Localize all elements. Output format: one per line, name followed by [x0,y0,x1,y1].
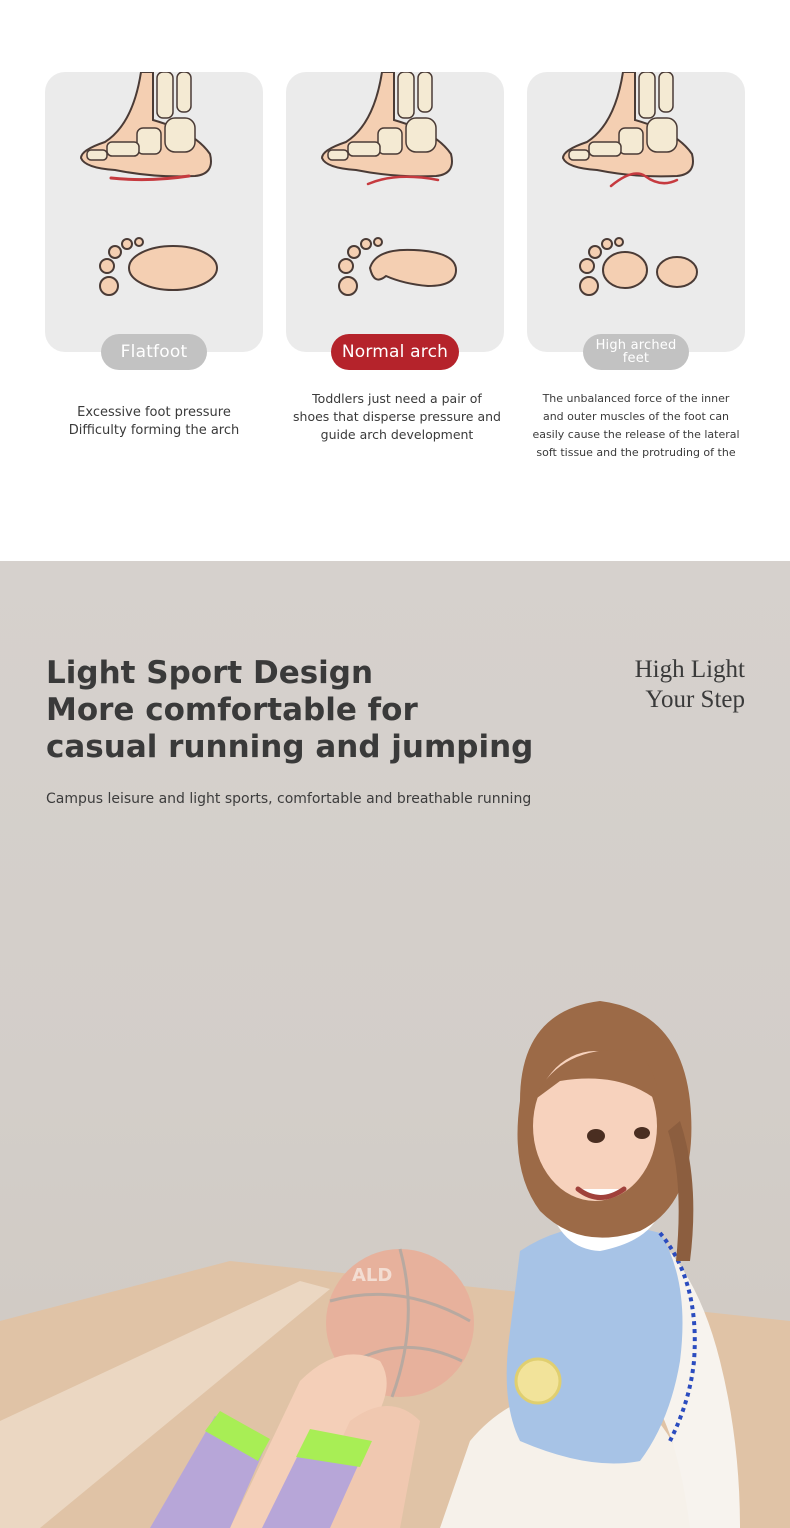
hero-tagline: High Light Your Step [634,656,745,713]
high-arch-description: The unbalanced force of the inner and outer muscles of the foot can easily cause the release of the lateral soft tissue and the protruding of the [532,392,740,459]
footprint-icon [339,238,456,295]
normal-arch-card [286,72,504,352]
flatfoot-illustration [45,72,263,352]
flatfoot-card [45,72,263,352]
flatfoot-label: Flatfoot [120,342,188,362]
flatfoot-description: Excessive foot pressure Difficulty forming the arch [68,405,240,438]
foot-side-icon [322,72,452,176]
foot-side-icon [81,72,211,176]
normal-arch-illustration [286,72,504,352]
arch-comparison-section [0,0,790,561]
normal-arch-label: Normal arch [341,342,449,362]
foot-side-icon [563,72,693,176]
arch-line-normal [368,177,438,184]
ball-brand-text: ALD [352,1265,393,1286]
light-sport-hero [0,561,790,1528]
yellow-flower-patch [516,1359,560,1403]
hero-subtitle: Campus leisure and light sports, comfortable and breathable running [46,791,532,807]
high-arch-label-pill [583,334,689,370]
arch-line-flat [111,176,189,180]
high-arch-card [527,72,745,352]
flatfoot-label-pill [101,334,207,370]
footprint-icon [100,238,217,295]
child-head [518,1001,694,1261]
blue-knit-vest [507,1225,683,1463]
high-arch-illustration [527,72,745,352]
footprint-icon [580,238,697,295]
normal-arch-label-pill [331,334,459,370]
high-arch-label: High arched feet [595,338,677,366]
hero-headline: Light Sport Design More comfortable for casual running and jumping [46,655,534,765]
normal-arch-description: Toddlers just need a pair of shoes that disperse pressure and guide arch development [293,391,501,442]
child-with-basketball-photo [0,561,790,1528]
